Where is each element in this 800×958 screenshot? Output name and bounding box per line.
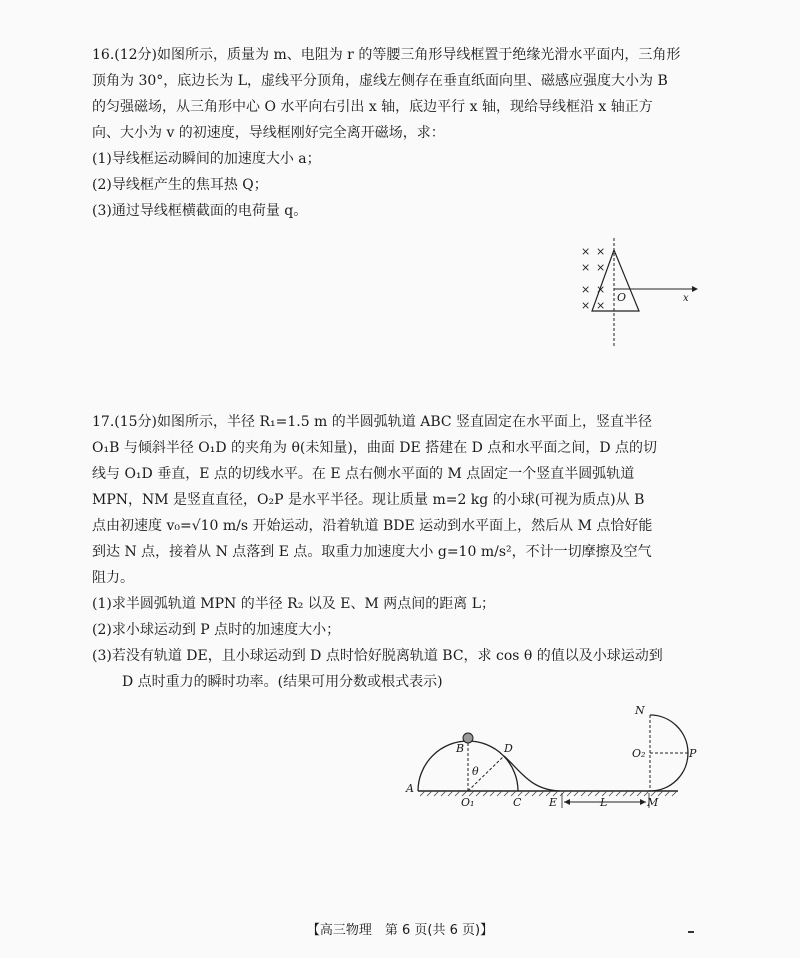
q17-line-6: 到达 N 点，接着从 N 点落到 E 点。取重力加速度大小 g=10 m/s²，不计一切摩擦及空气 [92, 544, 652, 560]
q17-line-4: MPN，NM 是竖直直径，O₂P 是水平半径。现让质量 m=2 kg 的小球(可视为质点)从 B [92, 492, 645, 508]
cross-mark: × [581, 261, 591, 274]
label-l: L [600, 796, 608, 809]
q17-line-3: 线与 O₁D 垂直，E 点的切线水平。在 E 点右侧水平面的 M 点固定一个竖直半圆弧轨道 [92, 466, 635, 482]
question-16 [92, 42, 712, 224]
label-d: D [504, 742, 513, 755]
label-p: P [689, 747, 697, 760]
label-a: A [406, 782, 414, 795]
q16-sub-2: (2)导线框产生的焦耳热 Q； [92, 177, 268, 193]
question-17 [92, 409, 712, 695]
q16-line-2: 顶角为 30°，底边长为 L，虚线平分顶角，虚线左侧存在垂直纸面向里、磁感应强度大小为 B [92, 73, 668, 89]
cross-mark: × [596, 261, 606, 274]
q17-sub-1: (1)求半圆弧轨道 MPN 的半径 R₂ 以及 E、M 两点间的距离 L； [92, 596, 495, 612]
ball [463, 733, 473, 743]
cross-mark: × [581, 299, 591, 312]
label-n: N [635, 704, 645, 717]
cross-mark: × [596, 283, 606, 296]
q16-line-1: 16.(12分)如图所示，质量为 m、电阻为 r 的等腰三角形导线框置于绝缘光滑水平面内，三角形 [92, 47, 681, 63]
q16-label-x: x [683, 293, 689, 304]
label-m: M [647, 796, 659, 809]
q17-sub-3: (3)若没有轨道 DE，且小球运动到 D 点时恰好脱离轨道 BC，求 cos θ 的值以及小球运动到 [92, 648, 663, 664]
cross-mark: × [596, 299, 606, 312]
q17-sub-3-cont: D 点时重力的瞬时功率。(结果可用分数或根式表示) [122, 674, 443, 690]
q16-line-3: 的匀强磁场，从三角形中心 O 水平向右引出 x 轴，底边平行 x 轴，现给导线框沿 x 轴正方 [92, 99, 653, 115]
q17-line-2: O₁B 与倾斜半径 O₁D 的夹角为 θ(未知量)，曲面 DE 搭建在 D 点和水平面之间，D 点的切 [92, 440, 657, 456]
q16-sub-1: (1)导线框运动瞬间的加速度大小 a； [92, 151, 321, 167]
label-theta: θ [472, 765, 479, 778]
label-c: C [513, 796, 522, 809]
cross-mark: × [581, 245, 591, 258]
q17-sub-2: (2)求小球运动到 P 点时的加速度大小； [92, 622, 341, 638]
dimension-l-arrow-left [564, 799, 570, 805]
label-b: B [456, 742, 465, 755]
q16-magnetic-field [581, 245, 605, 312]
q17-line-1: 17.(15分)如图所示，半径 R₁=1.5 m 的半圆弧轨道 ABC 竖直固定在水平面上，竖直半径 [92, 414, 653, 430]
page-footer: 【高三物理 第 6 页(共 6 页)】 [306, 923, 494, 938]
cross-mark: × [581, 283, 591, 296]
label-o2: O₂ [632, 747, 646, 760]
label-o1: O₁ [461, 796, 475, 809]
q16-figure [570, 238, 710, 348]
dimension-l-arrow-right [640, 799, 646, 805]
cross-mark: × [596, 245, 606, 258]
label-e: E [549, 796, 558, 809]
q17-line-7: 阻力。 [92, 570, 134, 586]
q16-label-o: O [617, 291, 627, 304]
q16-x-arrow [692, 286, 698, 292]
q16-sub-3: (3)通过导线框横截面的电荷量 q。 [92, 203, 308, 219]
q16-line-4: 向、大小为 v 的初速度，导线框刚好完全离开磁场，求： [92, 125, 445, 141]
track-de [504, 756, 560, 791]
page-mark [688, 931, 694, 933]
q17-figure [400, 700, 700, 820]
q17-line-5: 点由初速度 v₀=√10 m/s 开始运动，沿着轨道 BDE 运动到水平面上，然后从 M 点恰好能 [92, 518, 653, 534]
